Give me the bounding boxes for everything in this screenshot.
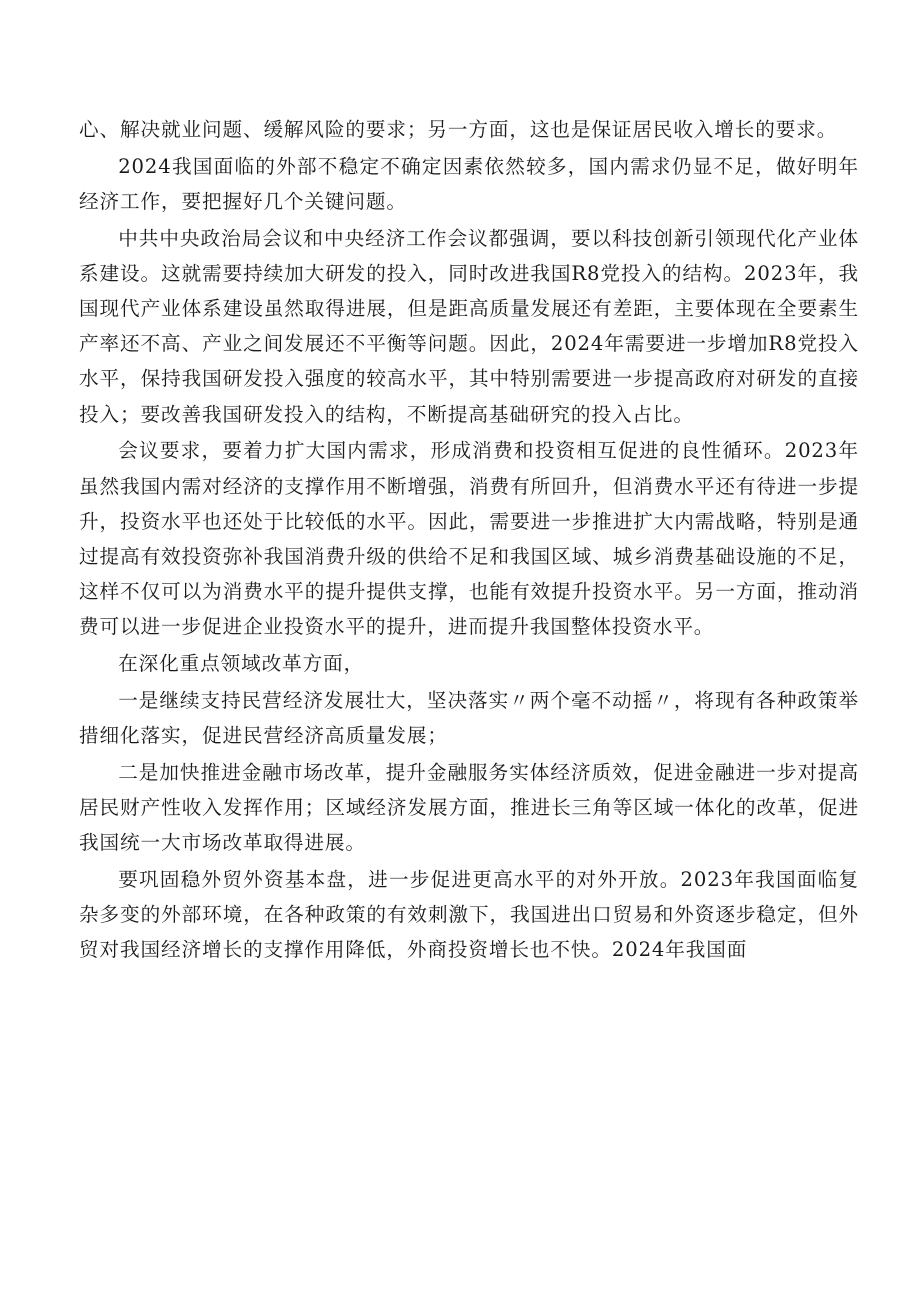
document-body xyxy=(79,112,859,969)
paragraph: 要巩固稳外贸外资基本盘，进一步促进更高水平的对外开放。2023年我国面临复杂多变的外部环境，在各种政策的有效刺激下，我国进出口贸易和外资逐步稳定，但外贸对我国经济增长的支撑作用降低，外商投资增长也不快。2024年我国面 xyxy=(79,867,859,962)
paragraph: 在深化重点领域改革方面， xyxy=(118,652,365,676)
paragraph: 心、解决就业问题、缓解风险的要求；另一方面，这也是保证居民收入增长的要求。 xyxy=(79,118,838,141)
paragraph: 二是加快推进金融市场改革，提升金融服务实体经济质效，促进金融进一步对提高居民财产性收入发挥作用；区域经济发展方面，推进长三角等区域一体化的改革，促进我国统一大市场改革取得进展。 xyxy=(79,760,859,855)
paragraph: 中共中央政治局会议和中央经济工作会议都强调，要以科技创新引领现代化产业体系建设。这就需要持续加大研发的投入，同时改进我国R8党投入的结构。2023年，我国现代产业体系建设虽然取得进展，但是距高质量发展还有差距，主要体现在全要素生产率还不高、产业之间发展还不平衡等问题。因此，2024年需要进一步增加R8党投入水平，保持我国研发投入强度的较高水平，其中特别需要进一步提高政府对研发的直接投入；要改善我国研发投入的结构，不断提高基础研究的投入占比。 xyxy=(79,226,859,426)
paragraph: 会议要求，要着力扩大国内需求，形成消费和投资相互促进的良性循环。2023年虽然我国内需对经济的支撑作用不断增强，消费有所回升，但消费水平还有待进一步提升，投资水平也还处于比较低的水平。因此，需要进一步推进扩大内需战略，特别是通过提高有效投资弥补我国消费升级的供给不足和我国区域、城乡消费基础设施的不足，这样不仅可以为消费水平的提升提供支撑，也能有效提升投资水平。另一方面，推动消费可以进一步促进企业投资水平的提升，进而提升我国整体投资水平。 xyxy=(79,439,859,639)
paragraph: 2024我国面临的外部不稳定不确定因素依然较多，国内需求仍显不足，做好明年经济工作，要把握好几个关键问题。 xyxy=(79,154,859,213)
paragraph: 一是继续支持民营经济发展壮大，坚决落实〃两个毫不动摇〃，将现有各种政策举措细化落实，促进民营经济高质量发展； xyxy=(79,688,859,747)
